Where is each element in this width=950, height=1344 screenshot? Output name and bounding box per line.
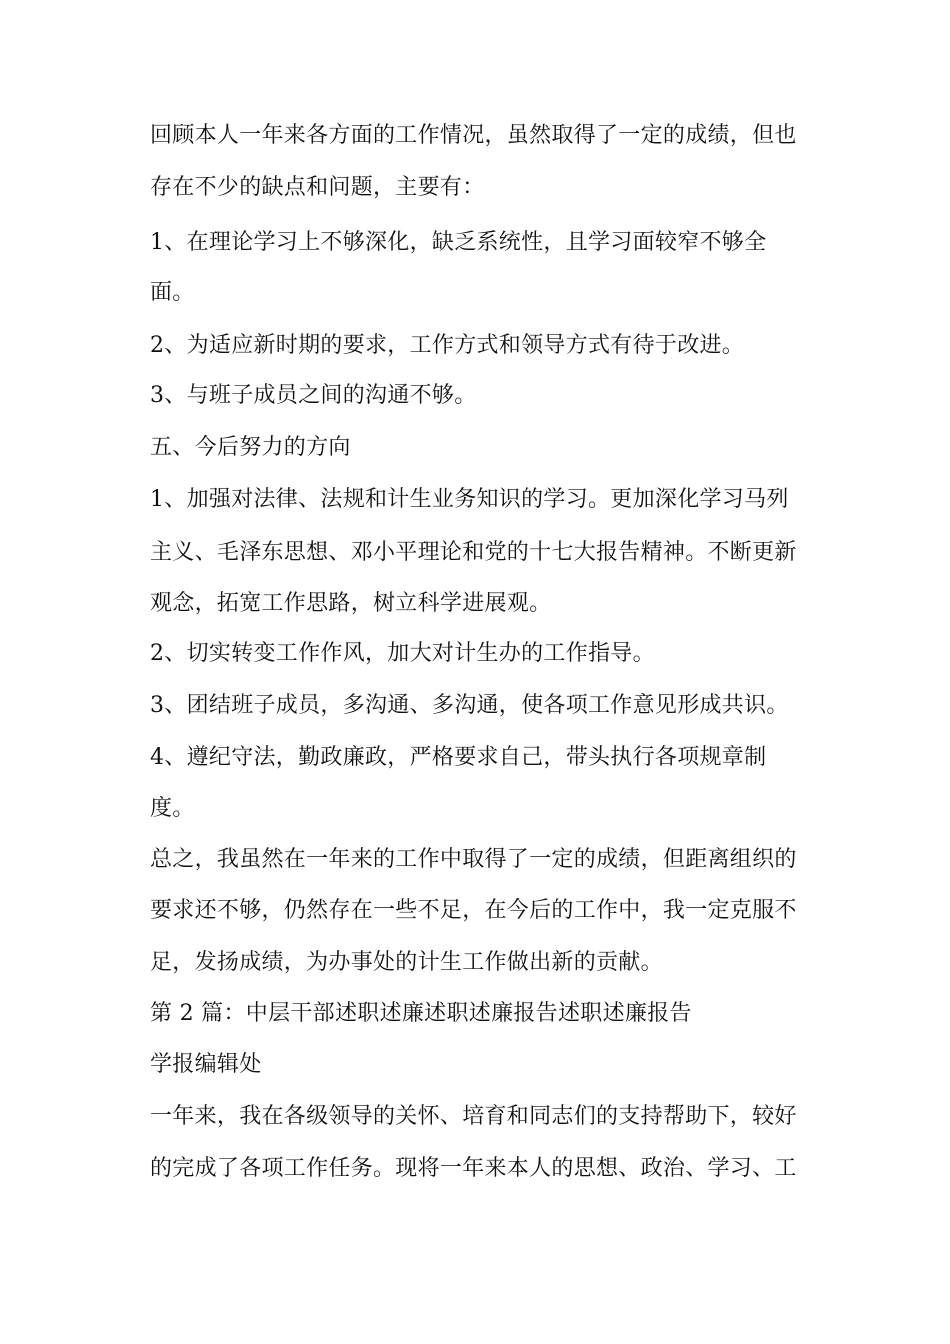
department-label: 学报编辑处 [150,1052,262,1077]
text-line: 观念，拓宽工作思路，树立科学进展观。 [150,591,552,616]
text-line: 回顾本人一年来各方面的工作情况，虽然取得了一定的成绩，但也 [150,123,797,148]
text-line: 总之，我虽然在一年来的工作中取得了一定的成绩，但距离组织的 [150,847,797,872]
text-line: 3、团结班子成员，多沟通、多沟通，使各项工作意见形成共识。 [150,693,789,718]
text-line: 3、与班子成员之间的沟通不够。 [150,383,477,408]
text-line: 2、为适应新时期的要求，工作方式和领导方式有待于改进。 [150,333,745,358]
text-line: 足，发扬成绩，为办事处的计生工作做出新的贡献。 [150,950,663,975]
text-line: 要求还不够，仍然存在一些不足，在今后的工作中，我一定克服不 [150,898,797,923]
article-title: 第 2 篇：中层干部述职述廉述职述廉报告述职述廉报告 [150,1001,692,1026]
section-heading: 五、今后努力的方向 [150,435,351,460]
text-line: 存在不少的缺点和问题，主要有： [150,175,485,200]
text-line: 一年来，我在各级领导的关怀、培育和同志们的支持帮助下，较好 [150,1104,797,1129]
text-line: 的完成了各项工作任务。现将一年来本人的思想、政治、学习、工 [150,1156,797,1181]
text-line: 4、遵纪守法，勤政廉政，严格要求自己，带头执行各项规章制 [150,745,767,770]
text-line: 主义、毛泽东思想、邓小平理论和党的十七大报告精神。不断更新 [150,540,797,565]
text-line: 面。 [150,280,195,305]
text-line: 1、加强对法律、法规和计生业务知识的学习。更加深化学习马列 [150,487,789,512]
text-line: 2、切实转变工作作风，加大对计生办的工作指导。 [150,641,655,666]
text-line: 1、在理论学习上不够深化，缺乏系统性，且学习面较窄不够全 [150,230,767,255]
text-line: 度。 [150,796,195,821]
